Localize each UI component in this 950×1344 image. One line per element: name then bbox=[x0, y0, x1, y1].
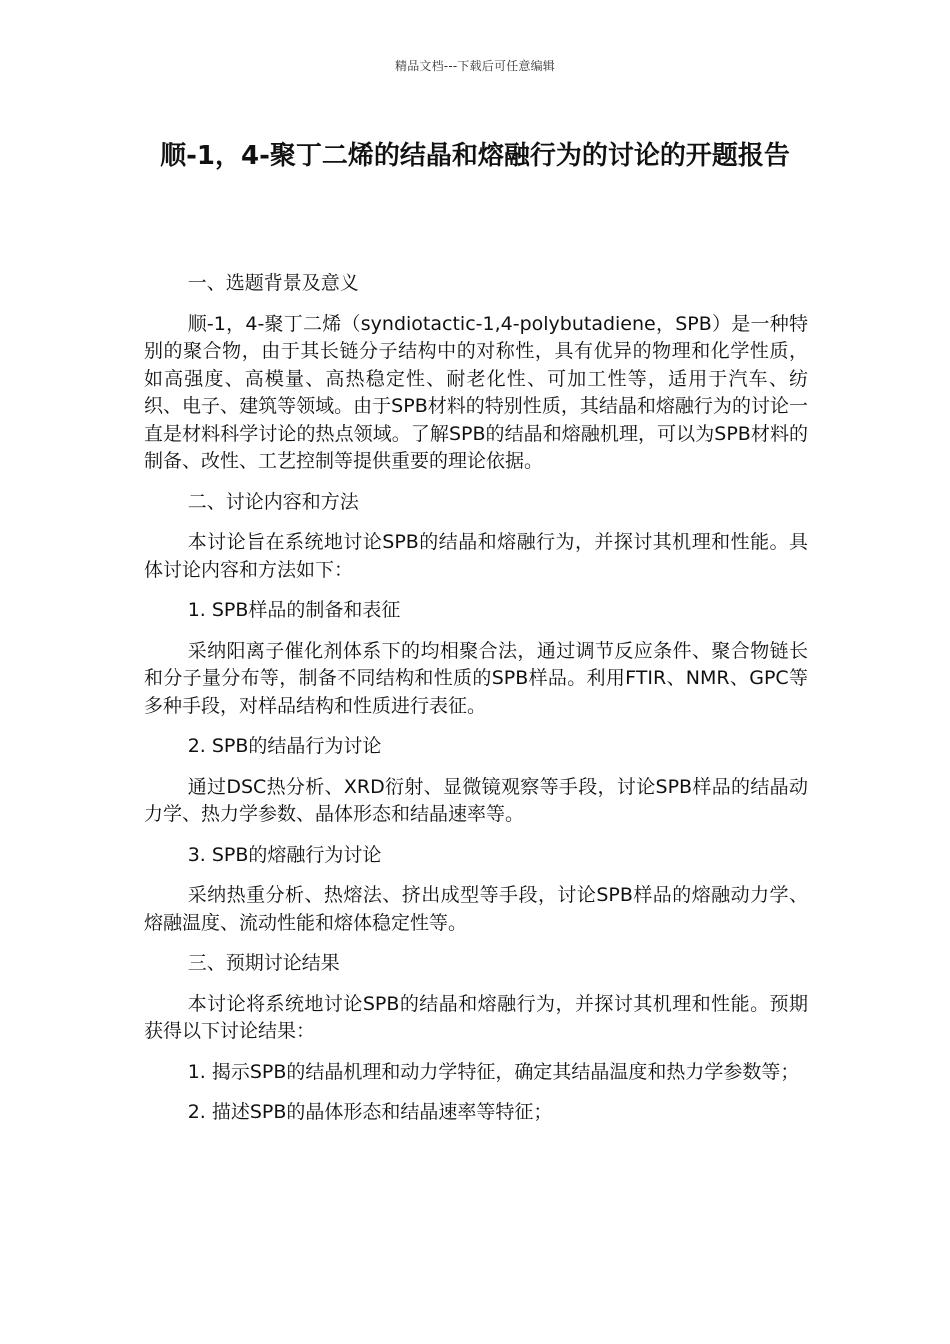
document-body bbox=[144, 270, 808, 1140]
section-heading-content-methods: 二、讨论内容和方法 bbox=[187, 490, 359, 513]
paragraph-expected-intro: 本讨论将系统地讨论SPB的结晶和熔融行为，并探讨其机理和性能。预期获得以下讨论结果： bbox=[144, 992, 808, 1042]
paragraph-melting: 采纳热重分析、热熔法、挤出成型等手段，讨论SPB样品的熔融动力学、熔融温度、流动性能和熔体稳定性等。 bbox=[144, 884, 808, 934]
list-item-result-1: 1. 揭示SPB的结晶机理和动力学特征，确定其结晶温度和热力学参数等； bbox=[187, 1060, 800, 1083]
paragraph-background: 顺-1，4-聚丁二烯（syndiotactic-1,4-polybutadiene，SPB）是一种特别的聚合物，由于其长链分子结构中的对称性，具有优异的物理和化学性质，如高强度、高模量、高热稳定性、耐老化性、可加工性等，适用于汽车、纺织、电子、建筑等领域。由于SPB材料的特别性质，其结晶和熔融行为的讨论一直是材料科学讨论的热点领域。了解SPB的结晶和熔融机理，可以为SPB材料的制备、改性、工艺控制等提供重要的理论依据。 bbox=[144, 312, 808, 472]
section-heading-expected-results: 三、预期讨论结果 bbox=[187, 952, 340, 974]
header-note: 精品文档---下载后可任意编辑 bbox=[395, 59, 555, 73]
section-heading-background: 一、选题背景及意义 bbox=[187, 272, 359, 294]
list-item-result-2: 2. 描述SPB的晶体形态和结晶速率等特征； bbox=[187, 1101, 553, 1123]
paragraph-sample-prep: 采纳阳离子催化剂体系下的均相聚合法，通过调节反应条件、聚合物链长和分子量分布等，制备不同结构和性质的SPB样品。利用FTIR、NMR、GPC等多种手段，对样品结构和性质进行表征。 bbox=[144, 639, 808, 717]
subheading-sample-prep: 1. SPB样品的制备和表征 bbox=[187, 599, 401, 621]
subheading-crystallization: 2. SPB的结晶行为讨论 bbox=[187, 735, 382, 757]
document-title: 顺-1，4-聚丁二烯的结晶和熔融行为的讨论的开题报告 bbox=[160, 141, 790, 171]
paragraph-content-intro: 本讨论旨在系统地讨论SPB的结晶和熔融行为，并探讨其机理和性能。具体讨论内容和方法如下： bbox=[144, 531, 808, 581]
subheading-melting: 3. SPB的熔融行为讨论 bbox=[187, 843, 382, 866]
paragraph-crystallization: 通过DSC热分析、XRD衍射、显微镜观察等手段，讨论SPB样品的结晶动力学、热力学参数、晶体形态和结晶速率等。 bbox=[144, 775, 808, 825]
